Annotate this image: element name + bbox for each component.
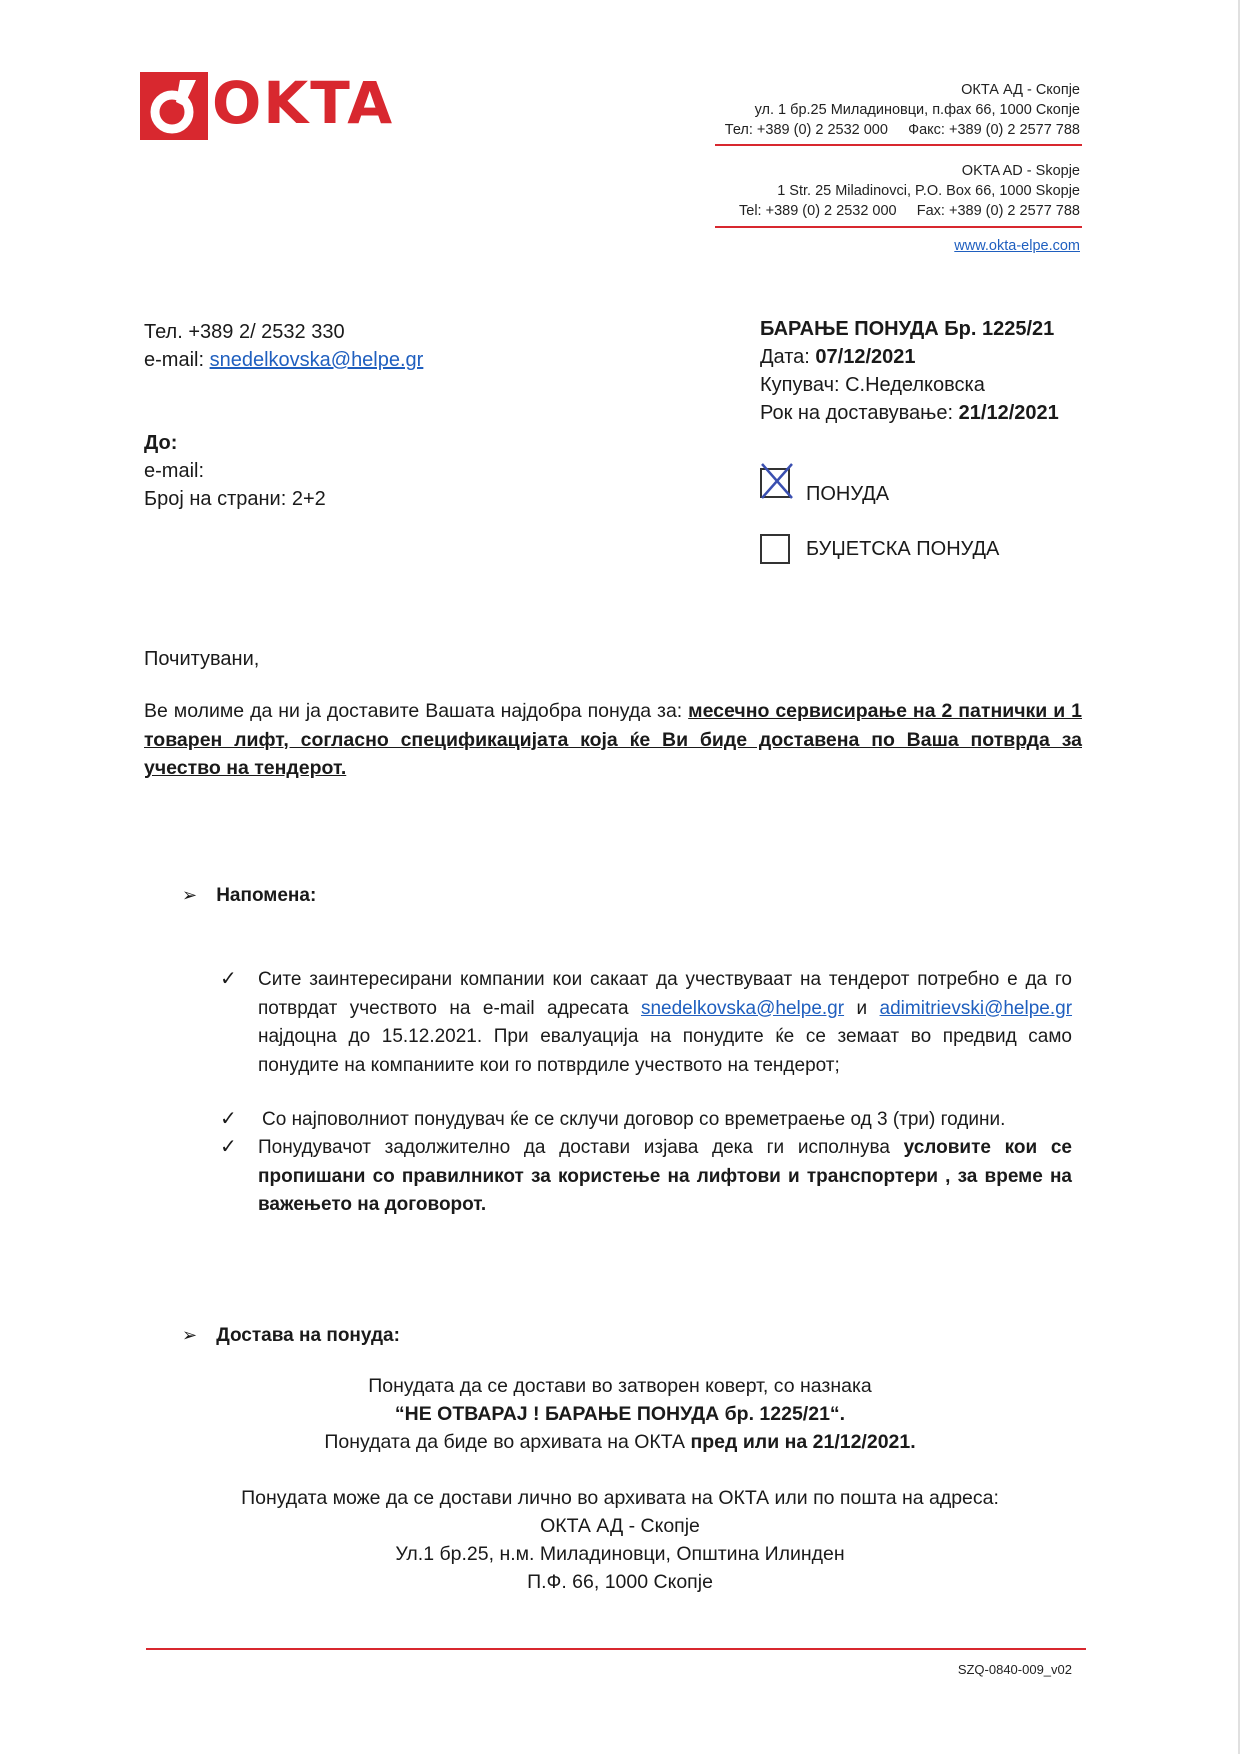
offer-label: ПОНУДА xyxy=(806,483,890,505)
header-en-phone-fax: Tel: +389 (0) 2 2532 000 Fax: +389 (0) 2 2577 788 xyxy=(739,203,1080,219)
logo-text: OKTA xyxy=(212,69,395,137)
okta-logo xyxy=(140,69,400,142)
header-en-address: 1 Str. 25 Miladinovci, P.O. Box 66, 1000 Skopje xyxy=(777,183,1080,199)
note-item-3-text-b: условите кои се пропишани со правилникот за користење на лифтови и транспортери , за време на важењето на договорот. xyxy=(258,1137,1072,1215)
request-title: БАРАЊЕ ПОНУДА Бр. 1225/21 xyxy=(760,318,1055,340)
check-bullet-icon: ✓ xyxy=(220,966,237,990)
note-item-1-text-b: најдоцна до 15.12.2021. При евалуација на понудите ќе се земаат во предвид само понудите на компаниите кои го потврдиле учеството на тендерот; xyxy=(258,1026,1072,1076)
contact-email-link[interactable]: snedelkovska@helpe.gr xyxy=(209,349,424,371)
delivery-line-1: Понудата да се достави во затворен коверт, со назнака xyxy=(368,1375,872,1397)
body-paragraph xyxy=(144,697,1082,783)
offer-checkbox[interactable] xyxy=(760,468,790,498)
delivery-line-6: Ул.1 бр.25, н.м. Миладиновци, Општина Илинден xyxy=(395,1543,845,1565)
budget-offer-checkbox[interactable] xyxy=(760,534,790,564)
arrow-bullet-icon: ➢ xyxy=(182,885,198,906)
delivery-line-4: Понудата може да се достави лично во архивата на ОКТА или по пошта на адреса: xyxy=(241,1487,999,1509)
delivery-line-5: ОКТА АД - Скопје xyxy=(540,1515,700,1537)
recipient-email: e-mail: xyxy=(144,460,205,482)
request-buyer: Купувач: С.Неделковска xyxy=(760,374,985,396)
document-code: SZQ-0840-009_v02 xyxy=(957,1662,1072,1677)
check-bullet-icon: ✓ xyxy=(220,1134,237,1158)
delivery-block-2 xyxy=(190,1484,1050,1596)
header-en-company: OKTA AD - Skopje xyxy=(961,163,1080,179)
note-heading: Напомена: xyxy=(216,885,317,906)
request-deadline-label: Рок на доставување: xyxy=(760,402,959,424)
arrow-bullet-icon: ➢ xyxy=(182,1325,198,1346)
delivery-line-3-a: Понудата да биде во архивата на ОКТА xyxy=(324,1431,691,1453)
delivery-block-1 xyxy=(190,1372,1050,1456)
request-block xyxy=(760,315,1059,427)
okta-logo-icon xyxy=(140,72,208,140)
body-intro: Ве молиме да ни ја доставите Вашата најдобра понуда за: xyxy=(144,700,689,722)
delivery-line-3-b: пред или на 21/12/2021. xyxy=(690,1431,916,1453)
note-heading-row xyxy=(182,885,316,907)
recipient-block xyxy=(144,429,326,513)
request-deadline: 21/12/2021 xyxy=(958,402,1059,424)
recipient-pages: Број на страни: 2+2 xyxy=(144,488,326,510)
header-divider-2 xyxy=(715,226,1082,228)
greeting: Почитувани, xyxy=(144,648,260,670)
request-date-label: Дата: xyxy=(760,346,816,368)
request-date-line xyxy=(760,343,1059,371)
contact-phone: Тел. +389 2/ 2532 330 xyxy=(144,321,345,343)
body-subject: месечно сервисирање на 2 патнички и 1 товарен лифт, согласно спецификацијата која ќе Ви биде доставена по Ваша потврда за учество на тендерот. xyxy=(144,700,1082,779)
header-mk-address: ул. 1 бр.25 Миладиновци, п.фах 66, 1000 Скопје xyxy=(754,102,1080,118)
delivery-line-2: “НЕ ОТВАРАЈ ! БАРАЊЕ ПОНУДА бр. 1225/21“. xyxy=(394,1403,846,1425)
delivery-line-7: П.Ф. 66, 1000 Скопје xyxy=(527,1571,713,1593)
header-en xyxy=(739,161,1080,221)
header-divider-1 xyxy=(715,144,1082,146)
website-link[interactable]: www.okta-elpe.com xyxy=(954,238,1080,254)
note-item-2: Со најповолниот понудувач ќе се склучи договор со времетраење од 3 (три) години. xyxy=(262,1109,1006,1130)
recipient-to: До: xyxy=(144,432,178,454)
note-email-2-link[interactable]: adimitrievski@helpe.gr xyxy=(879,997,1073,1019)
check-bullet-icon: ✓ xyxy=(220,1106,237,1130)
footer-divider xyxy=(146,1648,1086,1650)
request-date: 07/12/2021 xyxy=(815,346,916,368)
note-item-1-and: и xyxy=(844,997,880,1019)
budget-offer-label: БУЏЕТСКА ПОНУДА xyxy=(806,538,1000,560)
contact-email-line xyxy=(144,346,423,374)
note-item-1 xyxy=(258,966,1072,1080)
delivery-heading: Достава на понуда: xyxy=(216,1325,400,1346)
contact-block xyxy=(144,318,423,374)
delivery-heading-row xyxy=(182,1325,400,1347)
note-item-1-text-a: Сите заинтересирани компании кои сакаат да учествуваат на тендерот потребно е да го потврдат учеството на e-mail адресата xyxy=(258,969,1072,1019)
delivery-line-3 xyxy=(190,1428,1050,1456)
note-item-3 xyxy=(258,1134,1072,1220)
note-email-1-link[interactable]: snedelkovska@helpe.gr xyxy=(640,997,845,1019)
request-deadline-line xyxy=(760,399,1059,427)
contact-email-label: e-mail: xyxy=(144,349,210,371)
check-x-icon xyxy=(760,462,794,500)
header-mk xyxy=(725,80,1080,140)
header-mk-company: ОКТА АД - Скопје xyxy=(961,82,1080,98)
note-item-3-text-a: Понудувачот задолжително да достави изјава дека ги исполнува xyxy=(258,1137,904,1158)
website-wrap xyxy=(954,236,1080,256)
header-mk-phone-fax: Тел: +389 (0) 2 2532 000 Факс: +389 (0) 2 2577 788 xyxy=(724,122,1080,138)
